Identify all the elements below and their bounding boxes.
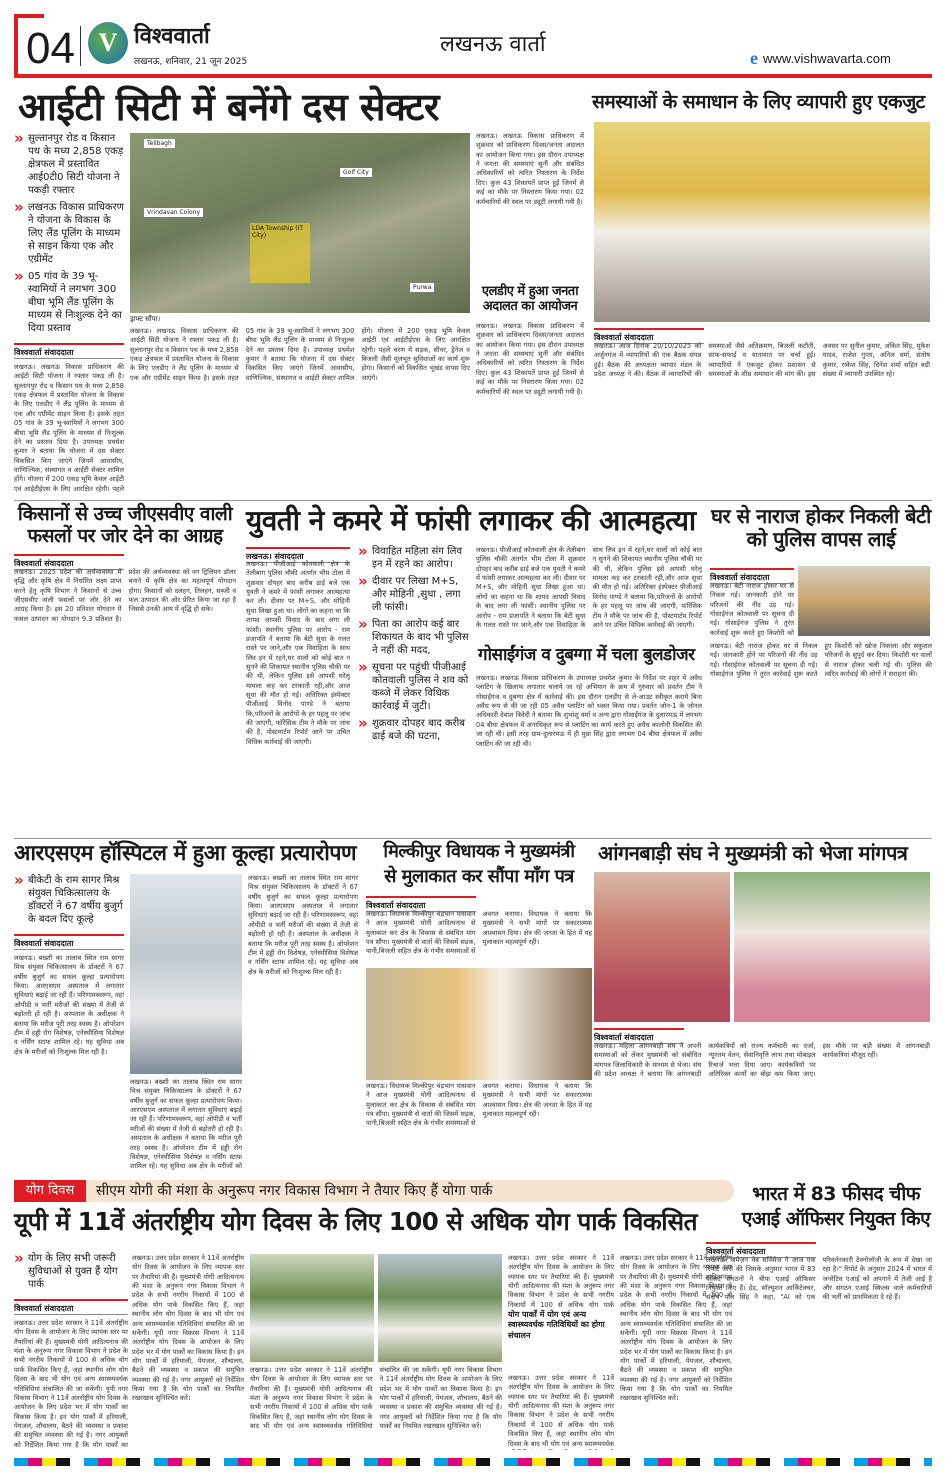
ai-body: लखनऊ। अमेज़न वेब सर्विसेज ने आज एक रिपोर्ट जारी की जिसके अनुसार भारत में 83 फीसद संगठनों ने चीफ एआई ऑफिसर नियुक्त किए हैं। हेड, सॉल्यूशन आर्किटेक्चर, संदीप पाल सिंह ने कहा, "AI को एक परिवर्तनकारी टेक्नोलॉजी के रूप में देखा जा रहा है।" रिपोर्ट के अनुसार 2024 में भारत में जनरेटिव एआई को अपनाने में तेजी आई है और संगठन एआई स्किल्स वाले कर्मचारियों की भर्ती को प्राथमिकता दे रहे हैं।: [706, 1256, 932, 1302]
suicide-body-cont: लखनऊ। पीजीआई कोतवाली क्षेत्र के तेलीबाग पुलिस चौकी अंतर्गत भीम टोला में शुक्रवार दोपहर बाद करीब ढाई बजे एक युवती ने कमरे में फांसी लगाकर आत्महत्या कर ली। दीवार पर M+S, और मोहिनी सुधा लिखा हुआ था। लोगों का कहना था कि शायद आपसी विवाद के बाद लगा ली फांसी। स्थानीय पुलिस पर आरोप - राम प्रजापति ने बताया कि बेटी सुधा के गलत रास्ते पर जाने,और एक विवाहिता के साथ लिव इन में रहने,घर वालों को कोई बात न सुनने की शिकायत स्थानीय पुलिस चौकी पर की थी, लेकिन पुलिस इसे आपसी घरेलू मामला कह कर टरकाती रही,और आज सुधा की मौत हो गई। अतिरिक्त इंस्पेक्टर पीजीआई विनोद पाण्डे ने बताया कि,परिजनों के आरोपों के हर पहलू पर जांच की जाएगी, फॉरेंसिक टीम ने मौके पर जांच की है, पोस्टमार्टम रिपोर्ट आने पर उचित विधिक कार्रवाई की जाएगी।: [476, 546, 702, 629]
suicide-highlights: [358, 545, 470, 747]
byline: विश्ववार्ता संवाददाता: [14, 343, 124, 359]
janata-body: लखनऊ। लखनऊ विकास प्राधिकरण में शुक्रवार को प्राधिकरण दिवस/जनता अदालत का आयोजन किया गया। इस दौरान उपाध्यक्ष ने जनता की समस्याएं सुनीं और संबंधित अधिकारियों को त्वरित निस्तारण के निर्देश दिए। कुल 43 शिकायतें प्राप्त हुईं जिनमें से कई का मौके पर निस्तारण किया गया। 02 कर्मचारियों की स्थल पर ड्यूटी लगायी गयी है।: [476, 322, 584, 396]
itcity-headline: आईटी सिटी में बनेंगे दस सेक्टर: [18, 85, 440, 129]
highlight: » सूचना पर पहुंची पीजीआई कोतवाली पुलिस ने शव को कब्जे में लेकर विधिक कार्रवाई में जुटी।: [358, 661, 470, 713]
brand-name: विश्ववार्ता: [134, 24, 210, 49]
byline: लखनऊ। संवाददाता: [246, 547, 350, 563]
highlight: » विवाहित महिला संग लिव इन में रहने का आरोप।: [358, 545, 470, 571]
yoga-headline: यूपी में 11वें अंतर्राष्ट्रीय योग दिवस के लिए 100 से अधिक योग पार्क विकसित: [14, 1207, 698, 1236]
byline: विश्ववार्ता संवाददाता: [710, 568, 794, 584]
yoga-body-cont3: लखनऊ। उत्तर प्रदेश सरकार ने 11वें अंतर्राष्ट्रीय योग दिवस के आयोजन के लिए व्यापक स्तर पर तैयारियां की हैं। मुख्यमंत्री योगी आदित्यनाथ की मंशा के अनुरूप नगर विकास विभाग ने प्रदेश के सभी नगरीय निकायों में 100 से अधिक योग पार्क: [508, 1254, 614, 1308]
highlight: » 05 गांव के 39 भू-स्वामियों ने लगभग 300 बीघा भूमि लैंड पूलिंग के माध्यम से निःशुल्क देने का दिया प्रस्ताव: [14, 270, 124, 335]
yoga-subhead: योग पार्कों में योग एवं अन्य स्वास्थ्यवर्धक गतिविधियों का होगा संचालन: [508, 1310, 605, 1340]
rsm-headline: आरएसएम हॉस्पिटल में हुआ कूल्हा प्रत्यारोपण: [14, 841, 357, 866]
janata-intro: लखनऊ। लखनऊ विकास प्राधिकरण में शुक्रवार को प्राधिकरण दिवस/जनता अदालत का आयोजन किया गया। इस दौरान उपाध्यक्ष ने जनता की समस्याएं सुनीं और संबंधित अधिकारियों को त्वरित निस्तारण के निर्देश दिए। कुल 43 शिकायतें प्राप्त हुईं जिनमें से कई का मौके पर निस्तारण किया गया। 02 कर्मचारियों की स्थल पर ड्यूटी लगायी गयी है।: [476, 132, 584, 206]
traders-headline: समस्याओं के समाधान के लिए व्यापारी हुए एकजुट: [592, 91, 925, 113]
yoga-tag: योग दिवस: [14, 1180, 86, 1202]
highlight: » दीवार पर लिखा M+S, और मोहिनी ,सुधा , लगा ली फांसी।: [358, 575, 470, 614]
map-label: LDA Township (IT City): [250, 223, 310, 283]
milkipur-body: लखनऊ। विधायक मिल्कीपुर चंद्रभान पासवान ने आज मुख्यमंत्री योगी आदित्यनाथ से मुलाकात कर क्षेत्र के विकास से संबंधित मांग पत्र सौंपा। मुख्यमंत्री से वार्ता की जिसमें सड़क, पानी,बिजली सहित क्षेत्र के गंभीर समस्याओं से अवगत कराया। विधायक ने बताया कि मुख्यमंत्री ने सभी मांगों पर सकारात्मक आश्वासन दिया। क्षेत्र की जनता के हित में यह मुलाकात महत्वपूर्ण रही।: [366, 910, 592, 956]
brand-logo: V: [88, 22, 128, 64]
milkipur-body-cont: लखनऊ। विधायक मिल्कीपुर चंद्रभान पासवान ने आज मुख्यमंत्री योगी आदित्यनाथ से मुलाकात कर क्षेत्र के विकास से संबंधित मांग पत्र सौंपा। मुख्यमंत्री से वार्ता की जिसमें सड़क, पानी,बिजली सहित क्षेत्र के गंभीर समस्याओं से अवगत कराया। विधायक ने बताया कि मुख्यमंत्री ने सभी मांगों पर सकारात्मक आश्वासन दिया। क्षेत्र की जनता के हित में यह मुलाकात महत्वपूर्ण रही।: [366, 1082, 592, 1128]
anganbadi-photo-2: [734, 872, 930, 1022]
milkipur-photo: [366, 968, 592, 1080]
byline: विश्ववार्ता संवाददाता: [14, 1299, 128, 1315]
milkipur-headline-1: मिल्कीपुर विधायक ने मुख्यमंत्री: [383, 841, 575, 862]
daughter-photo: [798, 566, 930, 636]
website[interactable]: [750, 48, 891, 69]
highlight: » योग के लिए सभी जरूरी सुविधाओं से युक्त हैं योग पार्क: [14, 1252, 128, 1291]
anganbadi-photo-1: [594, 872, 730, 1022]
yoga-photo-1: [250, 1254, 374, 1362]
website-url[interactable]: www.vishwavarta.com: [763, 51, 891, 66]
yoga-body-cont5: लखनऊ। उत्तर प्रदेश सरकार ने 11वें अंतर्राष्ट्रीय योग दिवस के आयोजन के लिए व्यापक स्तर पर तैयारियां की हैं। मुख्यमंत्री योगी आदित्यनाथ की मंशा के अनुरूप नगर विकास विभाग ने प्रदेश के सभी नगरीय निकायों में 100 से अधिक योग पार्क विकसित किए हैं, जहां स्थानीय लोग योग दिवस के बाद भी योग एवं अन्य स्वास्थ्यवर्धक गतिविधियां संचालित की जा सकेंगी। यूपी नगर विकास विभाग ने 11वें अंतर्राष्ट्रीय योग दिवस के आयोजन के लिए प्रदेश भर में योग पार्कों का विकास किया है। इन योग पार्कों में हरियाली, पेयजल, शौचालय, बैठने की व्यवस्था व प्रकाश की समुचित व्यवस्था की गई है। नगर आयुक्तों को निर्देशित किया गया है कि योग पार्कों का नियमित रखरखाव सुनिश्चित करें।: [620, 1254, 732, 1403]
page-number: 04: [26, 24, 75, 73]
suicide-headline: युवती ने कमरे में फांसी लगाकर की आत्महत्या: [246, 504, 696, 537]
anganbadi-body: लखनऊ। महिला आंगनबाड़ी संघ ने अपनी समस्याओं को लेकर मुख्यमंत्री को संबोधित मांगपत्र जिलाधिकारी के माध्यम से भेजा। संघ की प्रदेश अध्यक्ष ने बताया कि आंगनबाड़ी कार्यकत्रियों को राज्य कर्मचारी का दर्जा, न्यूनतम वेतन, सेवानिवृत्ति लाभ तथा मोबाइल रिचार्ज भत्ता दिया जाए। कार्यकत्रियों पर अतिरिक्त कार्यों का बोझ कम किया जाए। इस मौके पर बड़ी संख्या में आंगनबाड़ी कार्यकत्रियां मौजूद रहीं।: [594, 1042, 930, 1079]
yoga-body-cont: लखनऊ। उत्तर प्रदेश सरकार ने 11वें अंतर्राष्ट्रीय योग दिवस के आयोजन के लिए व्यापक स्तर पर तैयारियां की हैं। मुख्यमंत्री योगी आदित्यनाथ की मंशा के अनुरूप नगर विकास विभाग ने प्रदेश के सभी नगरीय निकायों में 100 से अधिक योग पार्क विकसित किए हैं, जहां स्थानीय लोग योग दिवस के बाद भी योग एवं अन्य स्वास्थ्यवर्धक गतिविधियां संचालित की जा सकेंगी। यूपी नगर विकास विभाग ने 11वें अंतर्राष्ट्रीय योग दिवस के आयोजन के लिए प्रदेश भर में योग पार्कों का विकास किया है। इन योग पार्कों में हरियाली, पेयजल, शौचालय, बैठने की व्यवस्था व प्रकाश की समुचित व्यवस्था की गई है। नगर आयुक्तों को निर्देशित किया गया है कि योग पार्कों का नियमित रखरखाव सुनिश्चित करें।: [132, 1254, 244, 1403]
anganbadi-headline: आंगनबाड़ी संघ ने मुख्यमंत्री को भेजा मांगपत्र: [598, 841, 908, 865]
highlight: » पिता का आरोप कई बार शिकायत के बाद भी पुलिस ने नहीं की मदद,: [358, 618, 470, 657]
highlight: » बीकेटी के राम सागर मिश्र संयुक्त चिकित्सालय के डॉक्टरों ने 67 वर्षीय बुजुर्ग के बदल दिए कूल्हे: [14, 874, 124, 926]
article-body: लखनऊ। लखनऊ विकास प्राधिकरण की आईटी सिटी योजना ने रफ्तार पकड़ ली है। सुल्तानपुर रोड व किसान पथ के मध्य 2,858 एकड़ क्षेत्रफल में प्रस्तावित योजना के विकास के लिए एलडीए ने लैंड पूलिंग के माध्यम से एक और एग्रीमेंट साइन किया है। इसके तहत 05 गांव के 39 भू-स्वामियों ने लगभग 300 बीघा भूमि लैंड पूलिंग के माध्यम से निःशुल्क देने का प्रस्ताव दिया है। उपाध्यक्ष प्रथमेश कुमार ने बताया कि योजना में दस सेक्टर विकसित किए जाएंगे जिनमें आवासीय, वाणिज्यिक, संस्थागत व आईटी सेक्टर शामिल होंगे। योजना में 200 एकड़ भूमि केवल आईटी एवं आईटीईएस के लिए आरक्षित रहेगी। पहले: [14, 363, 124, 493]
suicide-body: लखनऊ। पीजीआई कोतवाली क्षेत्र के तेलीबाग पुलिस चौकी अंतर्गत भीम टोला में शुक्रवार दोपहर बाद करीब ढाई बजे एक युवती ने कमरे में फांसी लगाकर आत्महत्या कर ली। दीवार पर M+S, और मोहिनी सुधा लिखा हुआ था। लोगों का कहना था कि शायद आपसी विवाद के बाद लगा ली फांसी। स्थानीय पुलिस पर आरोप - राम प्रजापति ने बताया कि बेटी सुधा के गलत रास्ते पर जाने,और एक विवाहिता के साथ लिव इन में रहने,घर वालों को कोई बात न सुनने की शिकायत स्थानीय पुलिस चौकी पर की थी, लेकिन पुलिस इसे आपसी घरेलू मामला कह कर टरकाती रही,और आज सुधा की मौत हो गई। अतिरिक्त इंस्पेक्टर पीजीआई विनोद पाण्डे ने बताया कि,परिजनों के आरोपों के हर पहलू पर जांच की जाएगी, फॉरेंसिक टीम ने मौके पर जांच की है, पोस्टमार्टम रिपोर्ट आने पर उचित विधिक कार्रवाई की जाएगी।: [246, 560, 350, 746]
daughter-body-cont: लखनऊ। बेटी नाराज होकर घर से निकल गई। जानकारी होने पर परिजनों की नींद उड़ गई। गोसाईगंज कोतवाली पर सूचना दी गई। गोसाईगंज पुलिस ने तुरंत कार्रवाई शुरू करते हुए किशोरी को खोज निकाला और सकुशल परिजनों के सुपुर्द कर दिया। किशोरी घर वालों से नाराज होकर चली गई थी। पुलिस की त्वरित कार्रवाई की लोगों ने सराहना की।: [710, 642, 932, 679]
print-color-bar: [14, 1458, 932, 1466]
rsm-body-cont: लखनऊ। बख्शी का तालाब स्थित राम सागर मिश्र संयुक्त चिकित्सालय के डॉक्टरों ने 67 वर्षीय बुजुर्ग का सफल कूल्हा प्रत्यारोपण किया। आरएसएम अस्पताल में लगातार सुविधाएं बढ़ाई जा रही हैं। परिणामस्वरूप, वहां ओपीडी व भर्ती मरीजों की संख्या में तेजी से बढ़ोतरी हो रही है। अस्पताल के अधीक्षक ने बताया कि मरीज पूरी तरह स्वस्थ है। ऑपरेशन टीम में हड्डी रोग विशेषज्ञ, एनेस्थीसिया विशेषज्ञ व नर्सिंग स्टाफ शामिल रहे। यह सुविधा अब क्षेत्र के मरीजों को: [130, 1078, 242, 1170]
rsm-highlights: [14, 874, 124, 1170]
itcity-map-image: [130, 133, 470, 313]
section-title: लखनऊ वार्ता: [440, 32, 546, 57]
rsm-body-cont2: लखनऊ। बख्शी का तालाब स्थित राम सागर मिश्र संयुक्त चिकित्सालय के डॉक्टरों ने 67 वर्षीय बुजुर्ग का सफल कूल्हा प्रत्यारोपण किया। आरएसएम अस्पताल में लगातार सुविधाएं बढ़ाई जा रही हैं। परिणामस्वरूप, वहां ओपीडी व भर्ती मरीजों की संख्या में तेजी से बढ़ोतरी हो रही है। अस्पताल के अधीक्षक ने बताया कि मरीज पूरी तरह स्वस्थ है। ऑपरेशन टीम में हड्डी रोग विशेषज्ञ, एनेस्थीसिया विशेषज्ञ व नर्सिंग स्टाफ शामिल रहे। यह सुविधा अब क्षेत्र के मरीजों को निःशुल्क मिल रही है।: [248, 874, 358, 976]
rsm-body: लखनऊ। बख्शी का तालाब स्थित राम सागर मिश्र संयुक्त चिकित्सालय के डॉक्टरों ने 67 वर्षीय बुजुर्ग का सफल कूल्हा प्रत्यारोपण किया। आरएसएम अस्पताल में लगातार सुविधाएं बढ़ाई जा रही हैं। परिणामस्वरूप, वहां ओपीडी व भर्ती मरीजों की संख्या में तेजी से बढ़ोतरी हो रही है। अस्पताल के अधीक्षक ने बताया कि मरीज पूरी तरह स्वस्थ है। ऑपरेशन टीम में हड्डी रोग विशेषज्ञ, एनेस्थीसिया विशेषज्ञ व नर्सिंग स्टाफ शामिल रहे। यह सुविधा अब क्षेत्र के मरीजों को निःशुल्क मिल रही है।: [14, 954, 124, 1056]
byline: विश्ववार्ता संवाददाता: [594, 328, 704, 344]
rule: [14, 838, 932, 839]
highlight: » शुक्रवार दोपहर बाद करीब ढाई बजे की घटना,: [358, 717, 470, 743]
highlight: » सुल्तानपुर रोड व किसान पथ के मध्य 2,858 एकड़ क्षेत्रफल में प्रस्तावित आई0टी0 सिटी योजना ने पकड़ी रफ्तार: [14, 132, 124, 197]
map-caption: ड्राफ्ट सौंपा।: [130, 315, 161, 323]
map-label: Golf City: [340, 168, 372, 177]
byline: विश्ववार्ता संवाददाता: [366, 896, 476, 912]
byline: विश्ववार्ता संवाददाता: [594, 1028, 684, 1044]
yoga-body-cont4: लखनऊ। उत्तर प्रदेश सरकार ने 11वें अंतर्राष्ट्रीय योग दिवस के आयोजन के लिए व्यापक स्तर पर तैयारियां की हैं। मुख्यमंत्री योगी आदित्यनाथ की मंशा के अनुरूप नगर विकास विभाग ने प्रदेश के सभी नगरीय निकायों में 100 से अधिक योग पार्क विकसित किए हैं, जहां स्थानीय लोग योग दिवस के बाद भी योग एवं अन्य स्वास्थ्यवर्धक: [508, 1374, 614, 1448]
map-label: Vrindavan Colony: [144, 208, 203, 217]
ai-headline: भारत में 83 फीसद चीफ एआई ऑफिसर नियुक्त किए: [741, 1183, 931, 1230]
bulldozer-headline: गोसाईंगंज व दुबग्गा में चला बुलडोजर: [478, 645, 695, 665]
byline: विश्ववार्ता संवाददाता: [14, 554, 124, 570]
byline: विश्ववार्ता संवाददाता: [706, 1242, 816, 1258]
itcity-body-cont: लखनऊ। लखनऊ विकास प्राधिकरण की आईटी सिटी योजना ने रफ्तार पकड़ ली है। सुल्तानपुर रोड व किसान पथ के मध्य 2,858 एकड़ क्षेत्रफल में प्रस्तावित योजना के विकास के लिए एलडीए ने लैंड पूलिंग के माध्यम से एक और एग्रीमेंट साइन किया है। इसके तहत 05 गांव के 39 भू-स्वामियों ने लगभग 300 बीघा भूमि लैंड पूलिंग के माध्यम से निःशुल्क देने का प्रस्ताव दिया है। उपाध्यक्ष प्रथमेश कुमार ने बताया कि योजना में दस सेक्टर विकसित किए जाएंगे जिनमें आवासीय, वाणिज्यिक, संस्थागत व आईटी सेक्टर शामिल होंगे। योजना में 200 एकड़ भूमि केवल आईटी एवं आईटीईएस के लिए आरक्षित रहेगी। पहले चरण में सड़क, सीवर, ड्रेनेज व बिजली जैसी मूलभूत सुविधाओं का कार्य शुरू होगा। किसानों को विकसित भूखंड वापस दिए जाएंगे।: [130, 327, 470, 382]
janata-headline: एलडीए में हुआ जनता अदालत का आयोजन: [481, 284, 579, 314]
milkipur-headline-2: से मुलाकात कर सौंपा माँग पत्र: [384, 866, 574, 887]
yoga-photo-2: [378, 1254, 502, 1362]
rule: [14, 500, 932, 501]
map-label: Purwa: [410, 283, 434, 292]
rsm-photo: [130, 874, 242, 1074]
yoga-kicker: सीएम योगी की मंशा के अनुरूप नगर विकास विभाग ने तैयार किए हैं योगा पार्क: [96, 1183, 493, 1199]
byline: विश्ववार्ता संवाददाता: [14, 934, 124, 950]
divider: [80, 26, 81, 66]
daughter-headline: घर से नाराज होकर निकली बेटी को पुलिस वापस लाई: [711, 504, 931, 551]
kisan-headline: किसानों से उच्च जीएसवीए वाली फसलों पर जोर देने का आग्रह: [17, 503, 233, 547]
dateline: लखनऊ, शनिवार, 21 जून 2025: [134, 57, 248, 67]
browser-icon: e: [750, 48, 758, 68]
bulldozer-body: लखनऊ। लखनऊ विकास प्राधिकरण के उपाध्यक्ष प्रथमेश कुमार के निर्देश पर शहर में अवैध प्लाटिंग के खिलाफ लगातार चलाये जा रहे अभियान के क्रम में गुरुवार को प्रवर्तन टीम ने गोसाईंगंज व दुबग्गा क्षेत्र में कार्रवाई की। इस दौरान एलडीए से ले-आउट स्वीकृत कराये बिना अवैध रूप से की जा रही 05 अवैध प्लाटिंग को ध्वस्त किया गया। प्रवर्तन जोन-1 के जोनल अधिकारी देवांश त्रिवेदी ने बताया कि शुभांशु वर्मा व अन्य द्वारा गोसाईंगंज के दुलारमऊ में लगभग 04 बीघा क्षेत्रफल में अनाधिकृत रूप से प्लाटिंग का कार्य करते हुए अवैध कालोनी विकसित की जा रही थी। इसी तरह ग्राम-दुलारमऊ में ही मुन्ना सिंह द्वारा लगभग 04 बीघा क्षेत्रफल में अवैध प्लाटिंग की जा रही थी।: [476, 674, 702, 748]
yoga-body: लखनऊ। उत्तर प्रदेश सरकार ने 11वें अंतर्राष्ट्रीय योग दिवस के आयोजन के लिए व्यापक स्तर पर तैयारियां की हैं। मुख्यमंत्री योगी आदित्यनाथ की मंशा के अनुरूप नगर विकास विभाग ने प्रदेश के सभी नगरीय निकायों में 100 से अधिक योग पार्क विकसित किए हैं, जहां स्थानीय लोग योग दिवस के बाद भी योग एवं अन्य स्वास्थ्यवर्धक गतिविधियां संचालित की जा सकेंगी। यूपी नगर विकास विभाग ने 11वें अंतर्राष्ट्रीय योग दिवस के आयोजन के लिए प्रदेश भर में योग पार्कों का विकास किया है। इन योग पार्कों में हरियाली, पेयजल, शौचालय, बैठने की व्यवस्था व प्रकाश की समुचित व्यवस्था की गई है। नगर आयुक्तों को निर्देशित किया गया है कि योग पार्कों का: [14, 1319, 128, 1449]
yoga-highlights: [14, 1252, 128, 1450]
kisan-body: लखनऊ। 2025 प्रदेश की अर्थव्यवस्था में वृद्धि और कृषि क्षेत्र में निर्धारित लक्ष्य प्राप्त करने हेतु कृषि विभाग ने किसानों से उच्च जीएसवीए वाली फसलों पर जोर देने का आग्रह किया है। इस 20 प्रतिशत योगदान में फसल उत्पादन का योगदान 9.3 प्रतिशत है। प्रदेश की अर्थव्यवस्था को वन ट्रिलियन डॉलर बनाने में कृषि क्षेत्र का महत्वपूर्ण योगदान होगा। किसानों को दलहन, तिलहन, सब्जी व फल उत्पादन की ओर प्रेरित किया जा रहा है जिससे उनकी आय में वृद्धि हो सके।: [14, 568, 236, 623]
traders-body: लखनऊ। आज दिनांक 20/10/2025 को अर्जुनगंज में व्यापारियों की एक बैठक संपन्न हुई। बैठक की अध्यक्षता व्यापार मंडल के प्रदेश अध्यक्ष ने की। बैठक में व्यापारियों की समस्याओं जैसे अतिक्रमण, बिजली कटौती, साफ-सफाई व यातायात पर चर्चा हुई। व्यापारियों ने एकजुट होकर प्रशासन से समस्याओं के शीघ्र समाधान की मांग की। इस अवसर पर सुनील कुमार, अंकित सिंह, मुकेश यादव, राजेश गुप्ता, अनिल वर्मा, संतोष कुमार, राकेश सिंह, दिनेश शर्मा सहित बड़ी संख्या में व्यापारी उपस्थित रहे।: [594, 342, 930, 379]
highlight: » लखनऊ विकास प्राधिकरण ने योजना के विकास के लिए लैंड पूलिंग के माध्यम से साइन किया एक और एग्रीमेंट: [14, 201, 124, 266]
traders-photo: [594, 122, 930, 322]
map-label: Telibagh: [144, 139, 175, 148]
itcity-highlights: [14, 132, 124, 494]
yoga-body-cont2: लखनऊ। उत्तर प्रदेश सरकार ने 11वें अंतर्राष्ट्रीय योग दिवस के आयोजन के लिए व्यापक स्तर पर तैयारियां की हैं। मुख्यमंत्री योगी आदित्यनाथ की मंशा के अनुरूप नगर विकास विभाग ने प्रदेश के सभी नगरीय निकायों में 100 से अधिक योग पार्क विकसित किए हैं, जहां स्थानीय लोग योग दिवस के बाद भी योग एवं अन्य स्वास्थ्यवर्धक गतिविधियां संचालित की जा सकेंगी। यूपी नगर विकास विभाग ने 11वें अंतर्राष्ट्रीय योग दिवस के आयोजन के लिए प्रदेश भर में योग पार्कों का विकास किया है। इन योग पार्कों में हरियाली, पेयजल, शौचालय, बैठने की व्यवस्था व प्रकाश की समुचित व्यवस्था की गई है। नगर आयुक्तों को निर्देशित किया गया है कि योग पार्कों का नियमित रखरखाव सुनिश्चित करें।: [250, 1366, 502, 1431]
daughter-body: लखनऊ। बेटी नाराज होकर घर से निकल गई। जानकारी होने पर परिजनों की नींद उड़ गई। गोसाईगंज कोतवाली पर सूचना दी गई। गोसाईगंज पुलिस ने तुरंत कार्रवाई शुरू करते हुए किशोरी को: [710, 582, 794, 637]
